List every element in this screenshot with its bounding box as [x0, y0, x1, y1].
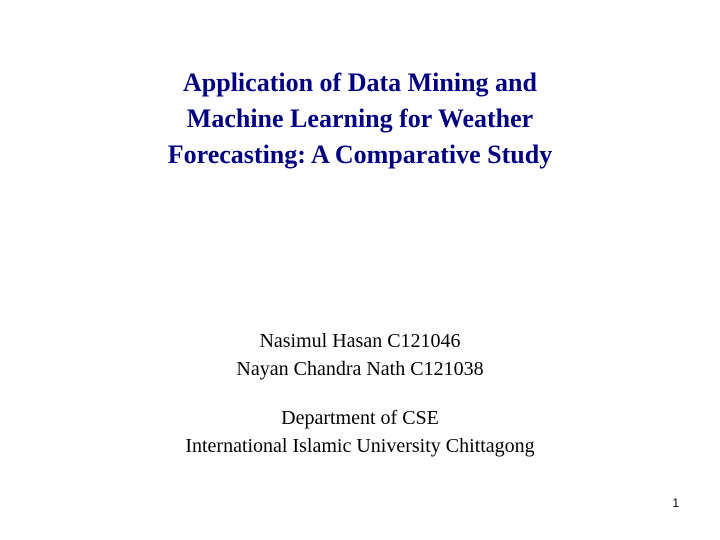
author-2: Nayan Chandra Nath C121038 — [236, 358, 484, 380]
affiliation-block — [100, 404, 620, 460]
slide-title-line-3: Forecasting: A Comparative Study — [167, 140, 553, 169]
author-1: Nasimul Hasan C121046 — [259, 330, 461, 352]
slide-title-line-1: Application of Data Mining and — [183, 68, 537, 97]
university: International Islamic University Chittagong — [185, 435, 535, 457]
department: Department of CSE — [281, 407, 439, 429]
author-list — [100, 327, 620, 383]
slide-title-line-2: Machine Learning for Weather — [186, 104, 534, 133]
slide-page-number: 1 — [672, 496, 679, 510]
slide-title — [90, 65, 630, 173]
